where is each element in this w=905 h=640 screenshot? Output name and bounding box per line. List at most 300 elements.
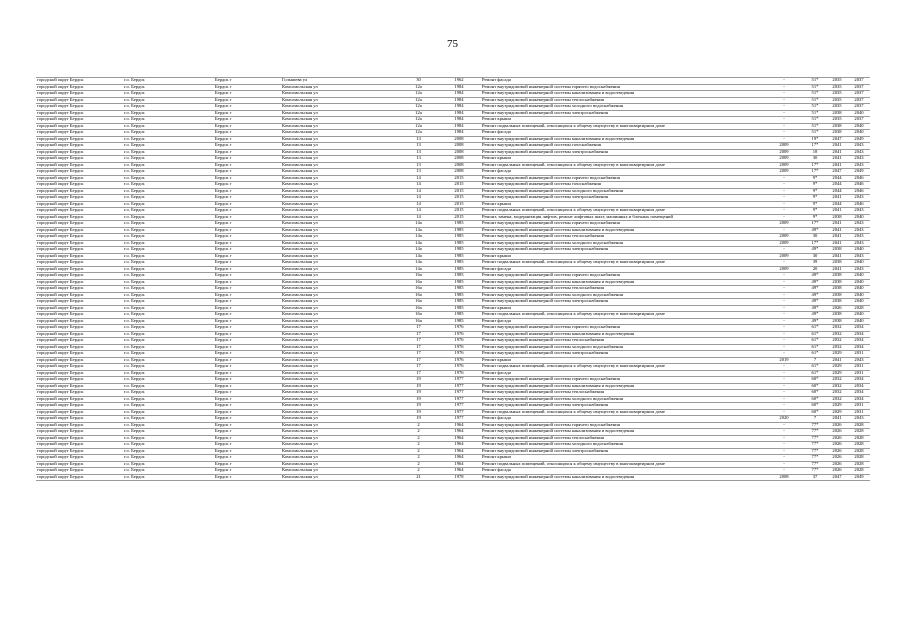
build-year-cell: 1985 xyxy=(437,318,481,325)
municipality-cell: г.о. Бердск xyxy=(123,195,214,202)
start-year-cell: 2032 xyxy=(826,325,848,332)
end-year-cell: 2031 xyxy=(848,403,870,410)
municipality-cell: г.о. Бердск xyxy=(123,208,214,215)
street-cell: Комсомольская ул xyxy=(281,286,400,293)
start-year-cell: 2029 xyxy=(826,409,848,416)
municipality-cell: г.о. Бердск xyxy=(123,130,214,137)
street-cell: Комсомольская ул xyxy=(281,377,400,384)
wear-cell: 61* xyxy=(804,370,826,377)
last-repair-year-cell: - xyxy=(764,260,804,267)
start-year-cell: 2038 xyxy=(826,273,848,280)
start-year-cell: 2026 xyxy=(826,429,848,436)
street-cell: Комсомольская ул xyxy=(281,474,400,481)
street-cell: Голышева ул xyxy=(281,78,400,85)
start-year-cell: 2038 xyxy=(826,123,848,130)
end-year-cell: 2037 xyxy=(848,104,870,111)
end-year-cell: 2034 xyxy=(848,338,870,345)
last-repair-year-cell: 2009 xyxy=(764,266,804,273)
last-repair-year-cell: - xyxy=(764,364,804,371)
settlement-cell: Бердск г xyxy=(214,416,281,423)
district-cell: городской округ Бердск xyxy=(36,247,123,254)
municipality-cell: г.о. Бердск xyxy=(123,299,214,306)
start-year-cell: 2041 xyxy=(826,221,848,228)
street-cell: Комсомольская ул xyxy=(281,123,400,130)
district-cell: городской округ Бердск xyxy=(36,273,123,280)
wear-cell: 17* xyxy=(804,221,826,228)
wear-cell: 61* xyxy=(804,351,826,358)
last-repair-year-cell: - xyxy=(764,78,804,85)
street-cell: Комсомольская ул xyxy=(281,162,400,169)
build-year-cell: 1976 xyxy=(437,331,481,338)
end-year-cell: 2043 xyxy=(848,227,870,234)
settlement-cell: Бердск г xyxy=(214,396,281,403)
end-year-cell: 2034 xyxy=(848,383,870,390)
build-year-cell: 2008 xyxy=(437,149,481,156)
start-year-cell: 2038 xyxy=(826,130,848,137)
settlement-cell: Бердск г xyxy=(214,162,281,169)
start-year-cell: 2047 xyxy=(826,474,848,481)
work-type-cell: Ремонт внутридомовой инженерной системы горячего водоснабжения xyxy=(481,325,764,332)
start-year-cell: 2038 xyxy=(826,286,848,293)
street-cell: Комсомольская ул xyxy=(281,175,400,182)
start-year-cell: 2041 xyxy=(826,195,848,202)
house-number-cell: 13 xyxy=(400,136,437,143)
settlement-cell: Бердск г xyxy=(214,286,281,293)
work-type-cell: Ремонт внутридомовой инженерной системы холодного водоснабжения xyxy=(481,104,764,111)
municipality-cell: г.о. Бердск xyxy=(123,91,214,98)
wear-cell: 51* xyxy=(804,84,826,91)
start-year-cell: 2041 xyxy=(826,208,848,215)
end-year-cell: 2040 xyxy=(848,260,870,267)
district-cell: городской округ Бердск xyxy=(36,149,123,156)
start-year-cell: 2041 xyxy=(826,416,848,423)
end-year-cell: 2031 xyxy=(848,370,870,377)
street-cell: Комсомольская ул xyxy=(281,110,400,117)
last-repair-year-cell: - xyxy=(764,409,804,416)
settlement-cell: Бердск г xyxy=(214,299,281,306)
work-type-cell: Ремонт внутридомовой инженерной системы канализования и водоотведения xyxy=(481,279,764,286)
street-cell: Комсомольская ул xyxy=(281,266,400,273)
work-type-cell: Ремонт крыши xyxy=(481,357,764,364)
work-type-cell: Ремонт внутридомовой инженерной системы горячего водоснабжения xyxy=(481,84,764,91)
settlement-cell: Бердск г xyxy=(214,461,281,468)
work-type-cell: Ремонт внутридомовой инженерной системы холодного водоснабжения xyxy=(481,396,764,403)
work-type-cell: Ремонт внутридомовой инженерной системы горячего водоснабжения xyxy=(481,221,764,228)
street-cell: Комсомольская ул xyxy=(281,208,400,215)
house-number-cell: 16а xyxy=(400,292,437,299)
end-year-cell: 2034 xyxy=(848,390,870,397)
work-type-cell: Ремонт внутридомовой инженерной системы канализования и водоотведения xyxy=(481,136,764,143)
end-year-cell: 2028 xyxy=(848,422,870,429)
house-number-cell: 17 xyxy=(400,338,437,345)
house-number-cell: 14а xyxy=(400,253,437,260)
street-cell: Комсомольская ул xyxy=(281,344,400,351)
build-year-cell: 1977 xyxy=(437,403,481,410)
end-year-cell: 2043 xyxy=(848,143,870,150)
start-year-cell: 2041 xyxy=(826,162,848,169)
work-type-cell: Ремонт внутридомовой инженерной системы холодного водоснабжения xyxy=(481,240,764,247)
settlement-cell: Бердск г xyxy=(214,377,281,384)
work-type-cell: Ремонт внутридомовой инженерной системы теплоснабжения xyxy=(481,435,764,442)
last-repair-year-cell: - xyxy=(764,247,804,254)
street-cell: Комсомольская ул xyxy=(281,331,400,338)
last-repair-year-cell: - xyxy=(764,182,804,189)
municipality-cell: г.о. Бердск xyxy=(123,260,214,267)
house-number-cell: 16а xyxy=(400,312,437,319)
end-year-cell: 2037 xyxy=(848,84,870,91)
work-type-cell: Ремонт внутридомовой инженерной системы электроснабжения xyxy=(481,247,764,254)
district-cell: городской округ Бердск xyxy=(36,312,123,319)
wear-cell: 49* xyxy=(804,318,826,325)
start-year-cell: 2029 xyxy=(826,370,848,377)
work-type-cell: Ремонт подвальных помещений, относящихся к общему имуществу в многоквартирном доме xyxy=(481,260,764,267)
wear-cell: 60* xyxy=(804,396,826,403)
municipality-cell: г.о. Бердск xyxy=(123,286,214,293)
build-year-cell: 1964 xyxy=(437,448,481,455)
house-number-cell: 14 xyxy=(400,201,437,208)
wear-cell: 17* xyxy=(804,162,826,169)
wear-cell: 9* xyxy=(804,214,826,221)
work-type-cell: Ремонт внутридомовой инженерной системы горячего водоснабжения xyxy=(481,175,764,182)
end-year-cell: 2043 xyxy=(848,156,870,163)
build-year-cell: 1977 xyxy=(437,383,481,390)
end-year-cell: 2040 xyxy=(848,273,870,280)
start-year-cell: 2047 xyxy=(826,169,848,176)
street-cell: Комсомольская ул xyxy=(281,455,400,462)
house-number-cell: 2 xyxy=(400,455,437,462)
settlement-cell: Бердск г xyxy=(214,318,281,325)
last-repair-year-cell: - xyxy=(764,305,804,312)
settlement-cell: Бердск г xyxy=(214,175,281,182)
street-cell: Комсомольская ул xyxy=(281,383,400,390)
end-year-cell: 2031 xyxy=(848,364,870,371)
settlement-cell: Бердск г xyxy=(214,344,281,351)
settlement-cell: Бердск г xyxy=(214,117,281,124)
wear-cell: 61* xyxy=(804,325,826,332)
last-repair-year-cell: - xyxy=(764,201,804,208)
district-cell: городской округ Бердск xyxy=(36,429,123,436)
wear-cell: 51* xyxy=(804,130,826,137)
wear-cell: 49* xyxy=(804,292,826,299)
municipality-cell: г.о. Бердск xyxy=(123,396,214,403)
start-year-cell: 2032 xyxy=(826,331,848,338)
wear-cell: 60* xyxy=(804,390,826,397)
house-number-cell: 14а xyxy=(400,227,437,234)
street-cell: Комсомольская ул xyxy=(281,117,400,124)
build-year-cell: 2015 xyxy=(437,188,481,195)
work-type-cell: Ремонт подвальных помещений, относящихся к общему имуществу в многоквартирном доме xyxy=(481,162,764,169)
last-repair-year-cell: - xyxy=(764,97,804,104)
district-cell: городской округ Бердск xyxy=(36,442,123,449)
district-cell: городской округ Бердск xyxy=(36,416,123,423)
street-cell: Комсомольская ул xyxy=(281,149,400,156)
end-year-cell: 2028 xyxy=(848,442,870,449)
municipality-cell: г.о. Бердск xyxy=(123,442,214,449)
district-cell: городской округ Бердск xyxy=(36,325,123,332)
start-year-cell: 2035 xyxy=(826,78,848,85)
house-number-cell: 17 xyxy=(400,344,437,351)
municipality-cell: г.о. Бердск xyxy=(123,182,214,189)
district-cell: городской округ Бердск xyxy=(36,260,123,267)
wear-cell: 77* xyxy=(804,455,826,462)
district-cell: городской округ Бердск xyxy=(36,208,123,215)
district-cell: городской округ Бердск xyxy=(36,396,123,403)
wear-cell: 77* xyxy=(804,422,826,429)
last-repair-year-cell: - xyxy=(764,461,804,468)
settlement-cell: Бердск г xyxy=(214,273,281,280)
start-year-cell: 2044 xyxy=(826,175,848,182)
municipality-cell: г.о. Бердск xyxy=(123,468,214,475)
last-repair-year-cell: 2009 xyxy=(764,234,804,241)
settlement-cell: Бердск г xyxy=(214,435,281,442)
build-year-cell: 1984 xyxy=(437,123,481,130)
work-type-cell: Ремонт фасада xyxy=(481,468,764,475)
build-year-cell: 1985 xyxy=(437,299,481,306)
end-year-cell: 2037 xyxy=(848,97,870,104)
municipality-cell: г.о. Бердск xyxy=(123,292,214,299)
start-year-cell: 2026 xyxy=(826,461,848,468)
end-year-cell: 2040 xyxy=(848,110,870,117)
last-repair-year-cell: 2008 xyxy=(764,474,804,481)
house-number-cell: 14а xyxy=(400,247,437,254)
start-year-cell: 2038 xyxy=(826,110,848,117)
work-type-cell: Ремонт внутридомовой инженерной системы электроснабжения xyxy=(481,110,764,117)
work-type-cell: Ремонт крыши xyxy=(481,156,764,163)
settlement-cell: Бердск г xyxy=(214,364,281,371)
settlement-cell: Бердск г xyxy=(214,149,281,156)
start-year-cell: 2035 xyxy=(826,117,848,124)
house-number-cell: 17 xyxy=(400,325,437,332)
work-type-cell: Ремонт крыши xyxy=(481,253,764,260)
street-cell: Комсомольская ул xyxy=(281,182,400,189)
district-cell: городской округ Бердск xyxy=(36,130,123,137)
work-type-cell: Ремонт подвальных помещений, относящихся к общему имуществу в многоквартирном доме xyxy=(481,208,764,215)
start-year-cell: 2026 xyxy=(826,468,848,475)
wear-cell: 49* xyxy=(804,312,826,319)
last-repair-year-cell: - xyxy=(764,292,804,299)
municipality-cell: г.о. Бердск xyxy=(123,461,214,468)
start-year-cell: 2029 xyxy=(826,364,848,371)
end-year-cell: 2043 xyxy=(848,149,870,156)
street-cell: Комсомольская ул xyxy=(281,403,400,410)
street-cell: Комсомольская ул xyxy=(281,357,400,364)
district-cell: городской округ Бердск xyxy=(36,182,123,189)
last-repair-year-cell: - xyxy=(764,110,804,117)
start-year-cell: 2026 xyxy=(826,455,848,462)
wear-cell: 9* xyxy=(804,188,826,195)
house-number-cell: 12а xyxy=(400,91,437,98)
house-number-cell: 19 xyxy=(400,383,437,390)
municipality-cell: г.о. Бердск xyxy=(123,448,214,455)
street-cell: Комсомольская ул xyxy=(281,370,400,377)
wear-cell: 51* xyxy=(804,78,826,85)
end-year-cell: 2028 xyxy=(848,435,870,442)
wear-cell: 30 xyxy=(804,156,826,163)
settlement-cell: Бердск г xyxy=(214,442,281,449)
last-repair-year-cell: - xyxy=(764,403,804,410)
end-year-cell: 2028 xyxy=(848,468,870,475)
district-cell: городской округ Бердск xyxy=(36,221,123,228)
municipality-cell: г.о. Бердск xyxy=(123,370,214,377)
start-year-cell: 2032 xyxy=(826,383,848,390)
municipality-cell: г.о. Бердск xyxy=(123,78,214,85)
end-year-cell: 2046 xyxy=(848,175,870,182)
settlement-cell: Бердск г xyxy=(214,156,281,163)
municipality-cell: г.о. Бердск xyxy=(123,364,214,371)
house-number-cell: 13 xyxy=(400,169,437,176)
last-repair-year-cell: - xyxy=(764,390,804,397)
house-number-cell: 16а xyxy=(400,273,437,280)
district-cell: городской округ Бердск xyxy=(36,123,123,130)
settlement-cell: Бердск г xyxy=(214,253,281,260)
settlement-cell: Бердск г xyxy=(214,351,281,358)
end-year-cell: 2034 xyxy=(848,344,870,351)
wear-cell: 9* xyxy=(804,195,826,202)
last-repair-year-cell: - xyxy=(764,338,804,345)
municipality-cell: г.о. Бердск xyxy=(123,201,214,208)
last-repair-year-cell: 2009 xyxy=(764,149,804,156)
municipality-cell: г.о. Бердск xyxy=(123,455,214,462)
street-cell: Комсомольская ул xyxy=(281,312,400,319)
district-cell: городской округ Бердск xyxy=(36,169,123,176)
wear-cell: 19* xyxy=(804,136,826,143)
start-year-cell: 2032 xyxy=(826,396,848,403)
settlement-cell: Бердск г xyxy=(214,234,281,241)
build-year-cell: 1977 xyxy=(437,396,481,403)
settlement-cell: Бердск г xyxy=(214,182,281,189)
municipality-cell: г.о. Бердск xyxy=(123,156,214,163)
house-number-cell: 2 xyxy=(400,468,437,475)
municipality-cell: г.о. Бердск xyxy=(123,318,214,325)
last-repair-year-cell: - xyxy=(764,396,804,403)
end-year-cell: 2040 xyxy=(848,292,870,299)
settlement-cell: Бердск г xyxy=(214,240,281,247)
build-year-cell: 1978 xyxy=(437,474,481,481)
end-year-cell: 2040 xyxy=(848,279,870,286)
work-type-cell: Ремонт внутридомовой инженерной системы канализования и водоотведения xyxy=(481,227,764,234)
settlement-cell: Бердск г xyxy=(214,429,281,436)
settlement-cell: Бердск г xyxy=(214,370,281,377)
wear-cell: 9* xyxy=(804,182,826,189)
district-cell: городской округ Бердск xyxy=(36,195,123,202)
wear-cell: 49* xyxy=(804,247,826,254)
end-year-cell: 2028 xyxy=(848,429,870,436)
house-number-cell: 13 xyxy=(400,143,437,150)
district-cell: городской округ Бердск xyxy=(36,461,123,468)
last-repair-year-cell: - xyxy=(764,195,804,202)
work-type-cell: Ремонт, замена, модернизация лифтов, ремонт лифтовых шахт, машинных и блочных помещений xyxy=(481,214,764,221)
municipality-cell: г.о. Бердск xyxy=(123,403,214,410)
end-year-cell: 2049 xyxy=(848,136,870,143)
build-year-cell: 1985 xyxy=(437,286,481,293)
last-repair-year-cell: 2009 xyxy=(764,156,804,163)
house-number-cell: 14а xyxy=(400,260,437,267)
last-repair-year-cell: 2009 xyxy=(764,240,804,247)
house-number-cell: 19 xyxy=(400,377,437,384)
start-year-cell: 2041 xyxy=(826,357,848,364)
build-year-cell: 1964 xyxy=(437,422,481,429)
start-year-cell: 2038 xyxy=(826,260,848,267)
last-repair-year-cell: - xyxy=(764,279,804,286)
end-year-cell: 2034 xyxy=(848,331,870,338)
municipality-cell: г.о. Бердск xyxy=(123,97,214,104)
work-type-cell: Ремонт внутридомовой инженерной системы газоснабжения xyxy=(481,143,764,150)
district-cell: городской округ Бердск xyxy=(36,422,123,429)
table-body xyxy=(36,78,870,481)
municipality-cell: г.о. Бердск xyxy=(123,149,214,156)
work-type-cell: Ремонт фасада xyxy=(481,130,764,137)
house-number-cell: 12а xyxy=(400,123,437,130)
work-type-cell: Ремонт внутридомовой инженерной системы теплоснабжения xyxy=(481,97,764,104)
district-cell: городской округ Бердск xyxy=(36,305,123,312)
street-cell: Комсомольская ул xyxy=(281,435,400,442)
start-year-cell: 2026 xyxy=(826,448,848,455)
wear-cell: 30 xyxy=(804,253,826,260)
wear-cell: 77* xyxy=(804,461,826,468)
work-type-cell: Ремонт подвальных помещений, относящихся к общему имуществу в многоквартирном доме xyxy=(481,312,764,319)
build-year-cell: 1964 xyxy=(437,461,481,468)
start-year-cell: 2038 xyxy=(826,247,848,254)
municipality-cell: г.о. Бердск xyxy=(123,214,214,221)
district-cell: городской округ Бердск xyxy=(36,78,123,85)
settlement-cell: Бердск г xyxy=(214,221,281,228)
start-year-cell: 2038 xyxy=(826,292,848,299)
municipality-cell: г.о. Бердск xyxy=(123,474,214,481)
district-cell: городской округ Бердск xyxy=(36,468,123,475)
work-type-cell: Ремонт внутридомовой инженерной системы теплоснабжения xyxy=(481,338,764,345)
house-number-cell: 16а xyxy=(400,299,437,306)
wear-cell: 51* xyxy=(804,123,826,130)
work-type-cell: Ремонт внутридомовой инженерной системы горячего водоснабжения xyxy=(481,377,764,384)
district-cell: городской округ Бердск xyxy=(36,188,123,195)
settlement-cell: Бердск г xyxy=(214,91,281,98)
last-repair-year-cell: - xyxy=(764,104,804,111)
build-year-cell: 1985 xyxy=(437,312,481,319)
house-number-cell: 14 xyxy=(400,188,437,195)
start-year-cell: 2032 xyxy=(826,390,848,397)
settlement-cell: Бердск г xyxy=(214,123,281,130)
start-year-cell: 2044 xyxy=(826,188,848,195)
municipality-cell: г.о. Бердск xyxy=(123,338,214,345)
house-number-cell: 14 xyxy=(400,182,437,189)
district-cell: городской округ Бердск xyxy=(36,390,123,397)
start-year-cell: 2041 xyxy=(826,149,848,156)
last-repair-year-cell: - xyxy=(764,188,804,195)
end-year-cell: 2037 xyxy=(848,78,870,85)
settlement-cell: Бердск г xyxy=(214,455,281,462)
wear-cell: 30 xyxy=(804,234,826,241)
settlement-cell: Бердск г xyxy=(214,110,281,117)
last-repair-year-cell: - xyxy=(764,351,804,358)
start-year-cell: 2041 xyxy=(826,266,848,273)
wear-cell: 61* xyxy=(804,344,826,351)
street-cell: Комсомольская ул xyxy=(281,234,400,241)
settlement-cell: Бердск г xyxy=(214,214,281,221)
municipality-cell: г.о. Бердск xyxy=(123,279,214,286)
house-number-cell: 14а xyxy=(400,240,437,247)
build-year-cell: 1985 xyxy=(437,247,481,254)
street-cell: Комсомольская ул xyxy=(281,201,400,208)
municipality-cell: г.о. Бердск xyxy=(123,169,214,176)
start-year-cell: 2038 xyxy=(826,318,848,325)
start-year-cell: 2044 xyxy=(826,182,848,189)
district-cell: городской округ Бердск xyxy=(36,286,123,293)
house-number-cell: 13 xyxy=(400,156,437,163)
work-type-cell: Ремонт фасада xyxy=(481,370,764,377)
settlement-cell: Бердск г xyxy=(214,357,281,364)
municipality-cell: г.о. Бердск xyxy=(123,351,214,358)
last-repair-year-cell: - xyxy=(764,377,804,384)
